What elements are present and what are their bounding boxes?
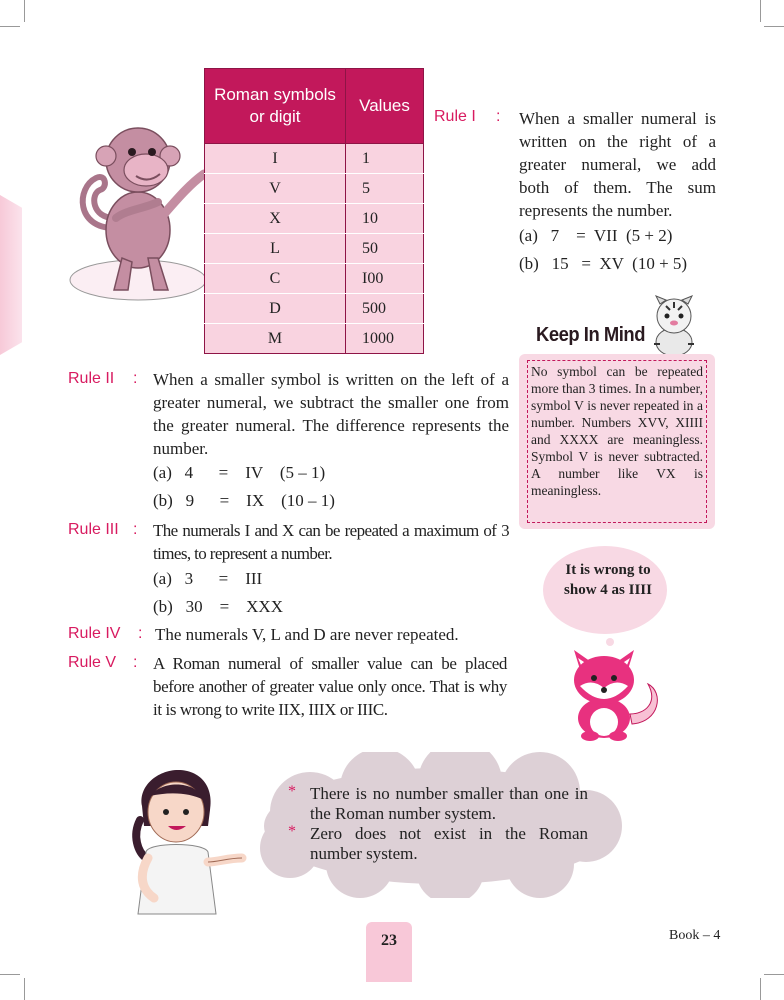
crop-mark (0, 974, 20, 975)
table-cell-symbol: I (205, 144, 346, 174)
rule-1-example-b: (b) 15 = XV (10 + 5) (519, 254, 688, 273)
table-row (205, 204, 424, 234)
table-header-symbols: Roman symbols or digit (205, 69, 346, 144)
rule-3-example-b: (b) 30 = XXX (153, 597, 283, 616)
table-cell-value: I00 (346, 264, 424, 294)
crop-mark (764, 974, 784, 975)
table-cell-symbol: C (205, 264, 346, 294)
keep-in-mind-text: No symbol can be repeated more than 3 times. In a number, symbol V is never repeated in a number. Numbers XVV, XIIII and XXXX are meaningless. Symbol V is never subtracted. A number like VX is meaningless. (527, 360, 707, 523)
crop-mark (24, 0, 25, 22)
book-label: Book – 4 (669, 928, 721, 943)
bubble-text: It is wrong to show 4 as IIII (564, 562, 652, 598)
rule-1-colon: : (496, 108, 501, 125)
crop-mark (760, 0, 761, 22)
rule-3-text: The numerals I and X can be repeated a maximum of 3 times, to represent a number. (153, 521, 509, 563)
note-text: There is no number smaller than one in the Roman number system. (310, 784, 588, 823)
rule-1-text: When a smaller numeral is written on the right of a greater numeral, we add both of them. The sum represents the number. (519, 109, 716, 220)
rule-5-text: A Roman numeral of smaller value can be placed before another of greater value only once. That is why it is wrong to write IIX, IIIX or IIIC. (153, 654, 507, 719)
fox-illustration (560, 642, 664, 742)
table-cell-symbol: L (205, 234, 346, 264)
rule-4-text: The numerals V, L and D are never repeated. (155, 625, 459, 644)
table-row (205, 264, 424, 294)
rule-1-label: Rule I (434, 108, 476, 125)
table-cell-value: 50 (346, 234, 424, 264)
keep-in-mind-title: Keep In Mind (536, 324, 645, 346)
table-row (205, 324, 424, 354)
keep-in-mind-box (519, 354, 715, 529)
note-item (288, 824, 588, 864)
rule-2-example-b: (b) 9 = IX (10 – 1) (153, 491, 335, 510)
asterisk-icon: * (288, 783, 296, 800)
rule-3-label: Rule III (68, 521, 119, 538)
page-edge-stripe (0, 195, 22, 355)
table-cell-value: 1000 (346, 324, 424, 354)
roman-values-table (204, 68, 424, 354)
table-cell-symbol: V (205, 174, 346, 204)
asterisk-icon: * (288, 823, 296, 840)
table-row (205, 234, 424, 264)
rule-4-colon: : (138, 625, 143, 642)
rule-1-example-a: (a) 7 = VII (5 + 2) (519, 226, 673, 245)
crop-mark (764, 26, 784, 27)
rule-4-label: Rule IV (68, 625, 121, 642)
crop-mark (760, 978, 761, 1000)
rule-3-colon: : (133, 521, 138, 538)
table-cell-value: 500 (346, 294, 424, 324)
note-item (288, 784, 588, 824)
crop-mark (0, 26, 20, 27)
page-number: 23 (381, 932, 397, 949)
table-cell-value: 5 (346, 174, 424, 204)
table-header-values: Values (346, 69, 424, 144)
rule-2-text: When a smaller symbol is written on the left of a greater numeral, we subtract the smaller one from the greater numeral. The difference represents the number. (153, 370, 509, 458)
table-cell-symbol: X (205, 204, 346, 234)
rule-2-colon: : (133, 370, 138, 387)
rule-5-colon: : (133, 654, 138, 671)
table-cell-symbol: M (205, 324, 346, 354)
rule-5-label: Rule V (68, 654, 117, 671)
rule-2-example-a: (a) 4 = IV (5 – 1) (153, 463, 326, 482)
table-row (205, 174, 424, 204)
tiger-cub-illustration (646, 294, 702, 358)
girl-illustration (118, 766, 248, 916)
rule-3-example-a: (a) 3 = III (153, 569, 263, 588)
rule-2-label: Rule II (68, 370, 115, 387)
table-row (205, 294, 424, 324)
monkey-illustration (66, 118, 216, 306)
table-cell-value: 1 (346, 144, 424, 174)
table-cell-value: 10 (346, 204, 424, 234)
note-text: Zero does not exist in the Roman number system. (310, 824, 588, 863)
table-row (205, 144, 424, 174)
page-number-tab (366, 922, 412, 982)
notes-list (288, 784, 588, 864)
table-cell-symbol: D (205, 294, 346, 324)
crop-mark (24, 978, 25, 1000)
